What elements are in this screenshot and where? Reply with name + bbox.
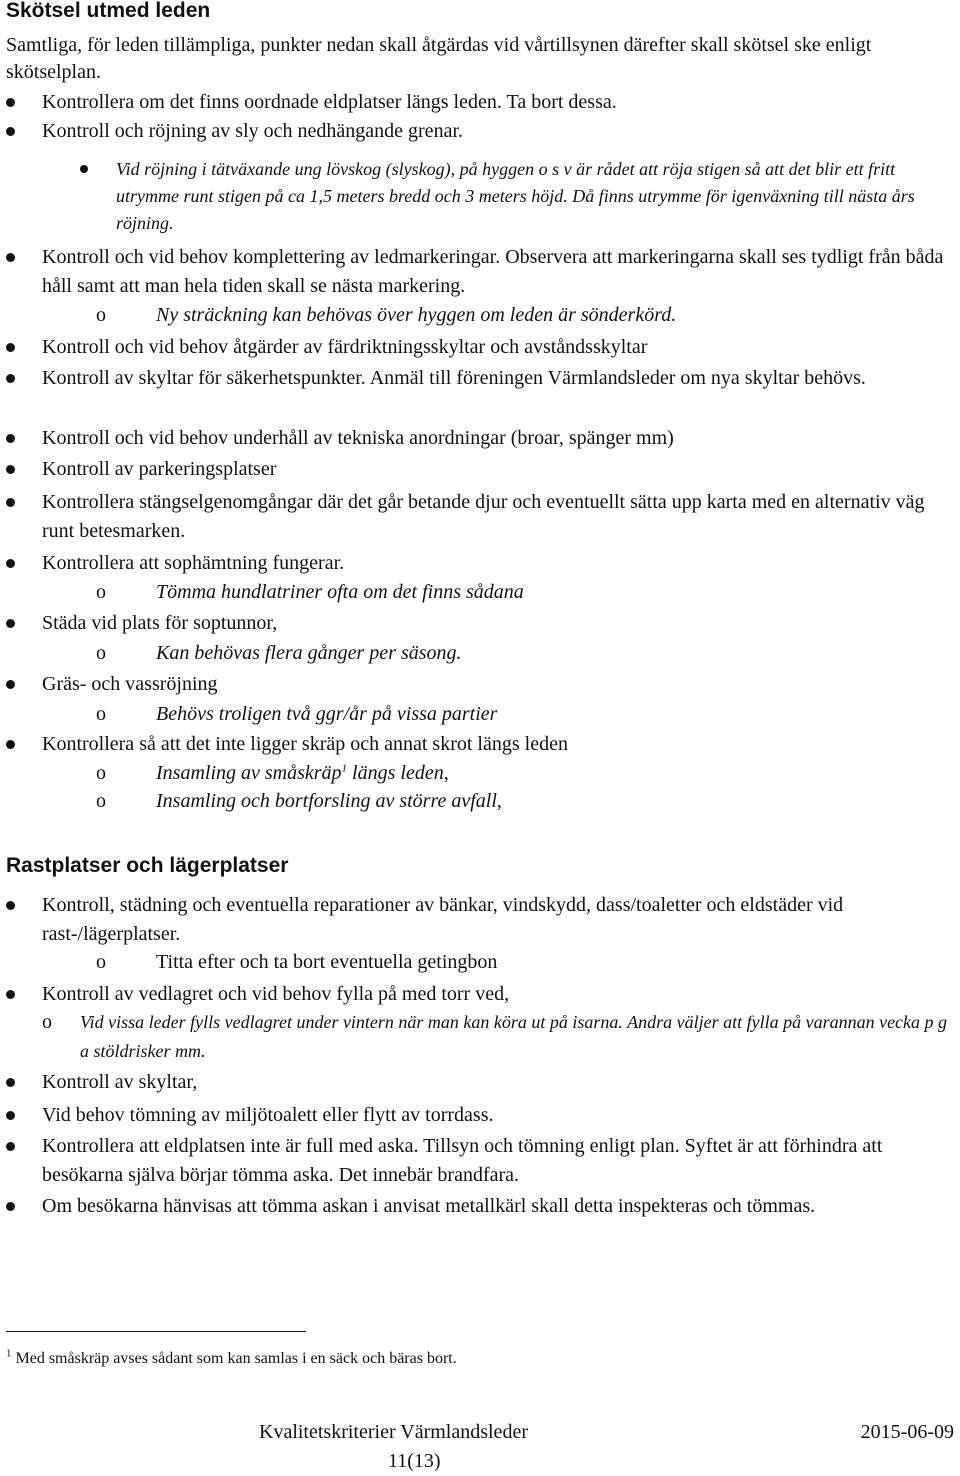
document-page: Skötsel utmed leden Samtliga, för leden tillämpliga, punkter nedan skall åtgärdas vid vårtillsynen därefter skall skötsel ske enligt skötselplan. Kontrollera om det finns oordnade eldplatser längs leden. Ta bort dessa. Kontroll och röjning av sly och nedhängande grenar. Vid röjning i tätväxande ung lövskog (slyskog), på hyggen o s v är rådet att röja stigen så att det blir ett fritt utrymme runt stigen på ca 1,5 meters bredd och 3 meters höjd. Då finns utrymme för igenväxning till nästa års röjning. Kontroll och vid behov komplettering av ledmarkeringar. Observera att markeringarna skall ses tydligt från båda håll samt att man hela tiden skall se nästa markering. o Ny sträckning kan behövas över hyggen om leden är sönderkörd. Kontroll och vid behov åtgärder av färdriktningsskyltar och avståndsskyltar Kontroll av skyltar för säkerhetspunkter. Anmäl till föreningen Värmlandsleder om nya skyltar behövs. Kontroll och vid behov underhåll av tekniska anordningar (broar, spänger mm) Kontroll av parkeringsplatser Kontrollera stängselgenomgångar där det går betande djur och eventuellt sätta upp karta med en alternativ väg runt betesmarken. Kontrollera att sophämtning fungerar. o Tömma hundlatriner ofta om det finns sådana Städa vid plats för soptunnor, o Kan behövas flera gånger per säsong. Gräs- och vassröjning o Behövs troligen två ggr/år på vissa partier Kontrollera så att det inte ligger skräp och annat skrot längs leden o Insamling av småskräp$^1$ längs leden, o Insamling och bortforsling av större avfall, Rastplatser och lägerplatser Kontroll, städning och eventuella reparationer av bänkar, vindskydd, dass/toaletter och eldstäder vid rast-/lägerplatser. o Titta efter och ta bort eventuella getingbon Kontroll av vedlagret och vid behov fylla på med torr ved, o Vid vissa leder fylls vedlagret under vintern när man kan köra ut på isarna. Andra väljer att fylla på varannan vecka p g a stöldrisker mm. Kontroll av skyltar, Vid behov tömning av miljötoalett eller flytt av torrdass. Kontrollera att eldplatsen inte är full med aska. Tillsyn och tömning enligt plan. Syftet är att förhindra att besökarna själva börjar tömma aska. Det innebär brandfara. Om besökarna hänvisas att tömma askan i anvisat metallkärl skall detta inspekteras och tömmas. $^1$ Med småskräp avses sådant som kan samlas i en säck och bäras bort. Kvalitetskriterier Värmlandsleder 2015-06-09 11(13) <box>6 0 954 1472</box>
footer-date: 2015-06-09 <box>860 1421 954 1443</box>
bullet-icon <box>6 901 15 910</box>
bullet-icon <box>6 1111 15 1120</box>
bullet-icon <box>6 98 15 107</box>
footnote-text-b: längs leden, <box>352 762 449 784</box>
bullet-icon <box>6 465 15 474</box>
bullet-icon <box>6 1202 15 1211</box>
bullet-icon <box>6 680 15 689</box>
bullet-icon <box>6 253 15 262</box>
circle-marker-icon: o <box>96 304 106 326</box>
bullet-icon <box>6 1078 15 1087</box>
bullet-icon <box>6 559 15 568</box>
bullet-icon <box>6 740 15 749</box>
footnote-marker: 1 <box>6 1347 12 1360</box>
footnote-ref: 1 <box>341 762 348 775</box>
bullet-icon <box>6 343 15 352</box>
page-number: 11(13) <box>388 1450 441 1472</box>
footnote-text: Med småskräp avses sådant som kan samlas i en säck och bäras bort. <box>11 1350 457 1367</box>
circle-marker-icon: o <box>96 581 106 603</box>
section-heading-skotsel: Skötsel utmed leden <box>6 0 211 22</box>
footnote-text-a: Insamling av småskräp <box>156 762 342 784</box>
circle-marker-icon: o <box>96 703 106 725</box>
footer-title: Kvalitetskriterier Värmlandsleder <box>259 1421 528 1443</box>
circle-marker-icon: o <box>96 762 106 784</box>
circle-marker-icon: o <box>42 1011 52 1033</box>
circle-marker-icon: o <box>96 951 106 973</box>
bullet-icon <box>6 990 15 999</box>
bullet-icon <box>6 619 15 628</box>
footnote <box>6 1349 457 1369</box>
intro-paragraph: Samtliga, för leden tillämpliga, punkter nedan skall åtgärdas vid vårtillsynen därefter skall skötsel ske enligt skötselplan. <box>6 34 872 83</box>
bullet-icon <box>6 434 15 443</box>
circle-marker-icon: o <box>96 642 106 664</box>
bullet-icon <box>80 165 88 173</box>
bullet-icon <box>6 374 15 383</box>
bullet-icon <box>6 498 15 507</box>
bullet-icon <box>6 1142 15 1151</box>
bullet-icon <box>6 127 15 136</box>
section-heading-rastplatser: Rastplatser och lägerplatser <box>6 854 289 877</box>
circle-marker-icon: o <box>96 790 106 812</box>
footnote-divider <box>6 1331 306 1332</box>
